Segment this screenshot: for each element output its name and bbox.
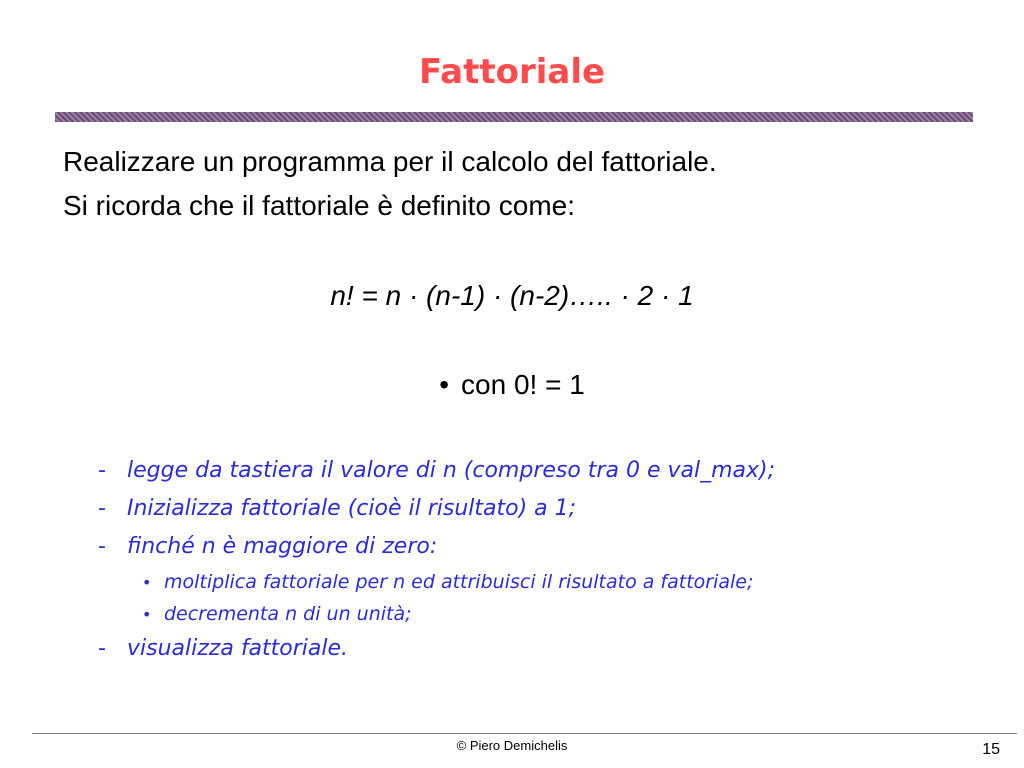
factorial-formula: n! = n · (n-1) · (n-2)….. · 2 · 1: [330, 280, 694, 311]
sub-step-text: moltiplica fattoriale per n ed attribuisci il risultato a fattoriale;: [164, 571, 754, 593]
sub-step-item: [98, 598, 978, 630]
step-item: [98, 490, 978, 528]
step-item: [98, 452, 978, 490]
sub-step-text: decrementa n di un unità;: [164, 603, 412, 625]
condition-text: con 0! = 1: [461, 369, 585, 400]
bullet-icon: •: [439, 369, 450, 400]
sub-step-item: [98, 566, 978, 598]
footer-divider: [32, 733, 1017, 734]
page-number: 15: [982, 741, 1000, 758]
dash-marker: -: [98, 458, 106, 483]
dash-marker: -: [98, 534, 106, 559]
intro-line-2: Si ricorda che il fattoriale è definito come:: [63, 190, 576, 221]
step-text: legge da tastiera il valore di n (compreso tra 0 e val_max);: [127, 458, 776, 483]
step-item: [98, 630, 978, 668]
slide-title: Fattoriale: [418, 52, 606, 92]
bullet-icon: •: [142, 573, 152, 592]
step-text: visualizza fattoriale.: [127, 636, 349, 661]
title-divider-bar: [55, 112, 973, 122]
intro-text: [63, 140, 963, 228]
intro-line-1: Realizzare un programma per il calcolo del fattoriale.: [63, 146, 717, 177]
step-item: [98, 528, 978, 566]
dash-marker: -: [98, 496, 106, 521]
base-case-condition: [0, 366, 1024, 404]
step-text: Inizializza fattoriale (cioè il risultato) a 1;: [127, 496, 577, 521]
dash-marker: -: [98, 636, 106, 661]
bullet-icon: •: [142, 605, 152, 624]
algorithm-steps: [98, 452, 978, 668]
step-text: finché n è maggiore di zero:: [127, 534, 438, 559]
footer-copyright: © Piero Demichelis: [456, 738, 568, 753]
